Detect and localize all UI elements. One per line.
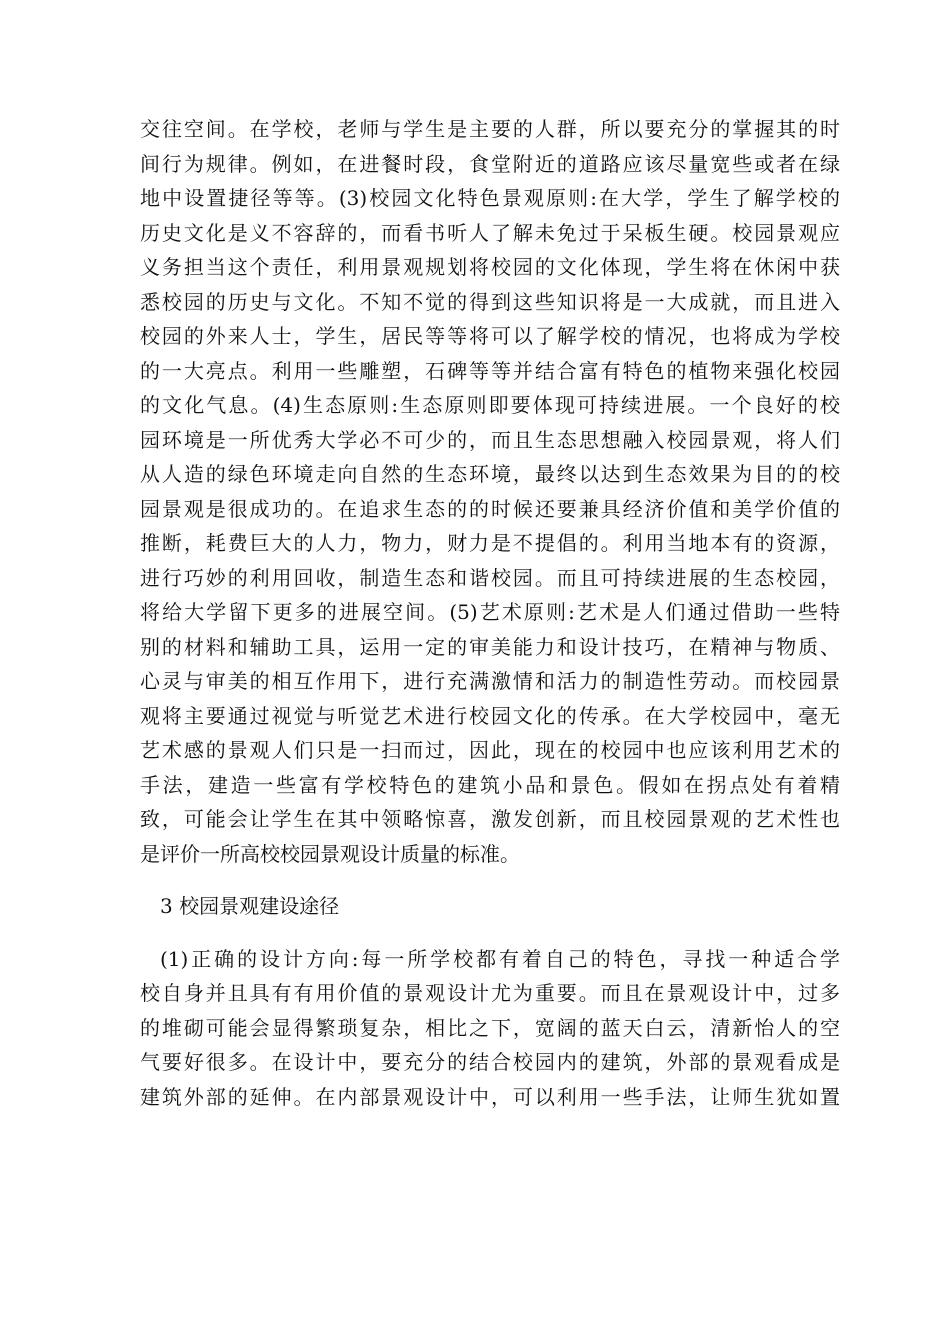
text-line: 手法，建造一些富有学校特色的建筑小品和景色。假如在拐点处有着精 bbox=[140, 772, 840, 797]
text-line: 建筑外部的延伸。在内部景观设计中，可以利用一些手法，让师生犹如置 bbox=[140, 1084, 840, 1109]
text-line: 义务担当这个责任，利用景观规划将校园的文化体现，学生将在休闲中获 bbox=[140, 255, 840, 279]
text-line: 交往空间。在学校，老师与学生是主要的人群，所以要充分的掌握其的时 bbox=[140, 117, 840, 141]
text-line: 间行为规律。例如，在进餐时段，食堂附近的道路应该尽量宽些或者在绿 bbox=[140, 151, 840, 176]
text-line: 的文化气息。(4)生态原则:生态原则即要体现可持续进展。一个良好的校 bbox=[140, 393, 840, 417]
text-line: 将给大学留下更多的进展空间。(5)艺术原则:艺术是人们通过借助一些特 bbox=[140, 600, 840, 624]
paragraph-2 bbox=[140, 942, 840, 1115]
text-line: 园景观是很成功的。在追求生态的的时候还要兼具经济价值和美学价值的 bbox=[140, 496, 840, 521]
text-line: 校园的外来人士，学生，居民等等将可以了解学校的情况，也将成为学校 bbox=[140, 324, 840, 348]
text-line: 致，可能会让学生在其中领略惊喜，激发创新，而且校园景观的艺术性也 bbox=[140, 807, 840, 831]
section-heading bbox=[140, 889, 840, 924]
text-line-content: (1)正确的设计方向:每一所学校都有着自己的特色，寻找一种适合学 bbox=[160, 946, 840, 971]
text-line: 悉校园的历史与文化。不知不觉的得到这些知识将是一大成就，而且进入 bbox=[140, 289, 840, 314]
document-body bbox=[140, 112, 840, 1114]
text-line: 推断，耗费巨大的人力，物力，财力是不提倡的。利用当地本有的资源， bbox=[140, 531, 840, 555]
text-line: 园环境是一所优秀大学必不可少的，而且生态思想融入校园景观，将人们 bbox=[140, 427, 840, 452]
text-line: 历史文化是义不容辞的，而看书听人了解未免过于呆板生硬。校园景观应 bbox=[140, 220, 840, 245]
text-line: 心灵与审美的相互作用下，进行充满激情和活力的制造性劳动。而校园景 bbox=[140, 669, 840, 693]
text-line: 观将主要通过视觉与听觉艺术进行校园文化的传承。在大学校园中，毫无 bbox=[140, 703, 840, 728]
section-heading-text: 3 校园景观建设途径 bbox=[160, 894, 340, 918]
text-line: 别的材料和辅助工具，运用一定的审美能力和设计技巧，在精神与物质、 bbox=[140, 634, 840, 659]
text-line: 是评价一所高校校园景观设计质量的标准。 bbox=[140, 841, 520, 866]
text-line: 的一大亮点。利用一些雕塑，石碑等等并结合富有特色的植物来强化校园 bbox=[140, 358, 840, 383]
text-line: 从人造的绿色环境走向自然的生态环境，最终以达到生态效果为目的的校 bbox=[140, 462, 840, 486]
text-line: 气要好很多。在设计中，要充分的结合校园内的建筑，外部的景观看成是 bbox=[140, 1050, 840, 1074]
paragraph-1 bbox=[140, 112, 840, 871]
text-line bbox=[140, 942, 840, 977]
text-line: 艺术感的景观人们只是一扫而过，因此，现在的校园中也应该利用艺术的 bbox=[140, 738, 840, 762]
text-line: 地中设置捷径等等。(3)校园文化特色景观原则:在大学，学生了解学校的 bbox=[140, 186, 840, 210]
text-line: 进行巧妙的利用回收，制造生态和谐校园。而且可持续进展的生态校园， bbox=[140, 565, 840, 590]
text-line: 校自身并且具有有用价值的景观设计尤为重要。而且在景观设计中，过多 bbox=[140, 981, 840, 1005]
text-line: 的堆砌可能会显得繁琐复杂，相比之下，宽阔的蓝天白云，清新怡人的空 bbox=[140, 1015, 840, 1040]
